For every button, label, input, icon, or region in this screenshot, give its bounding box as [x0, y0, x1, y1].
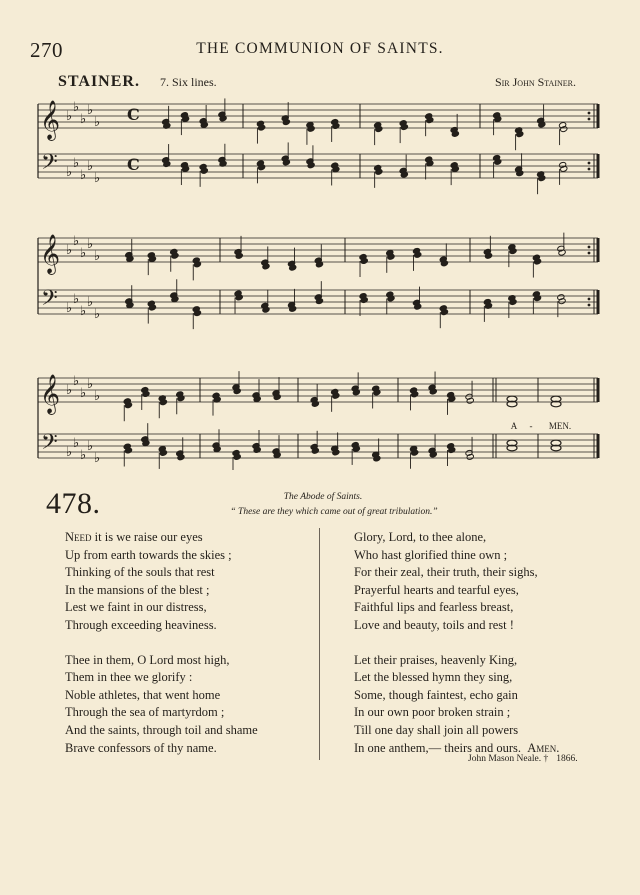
- verse-line: Thinking of the souls that rest: [65, 565, 215, 580]
- verse-line: Thee in them, O Lord most high,: [65, 652, 230, 667]
- column-divider: [319, 528, 320, 760]
- treble-staff: [38, 371, 598, 421]
- flat-icon: ♭: [87, 237, 94, 252]
- flat-icon: ♭: [73, 100, 80, 115]
- stanza: [354, 652, 559, 758]
- page-number: 270: [30, 38, 63, 62]
- verse-line: Brave confessors of thy name.: [65, 740, 217, 755]
- repeat-dot: [588, 118, 591, 121]
- flat-icon: ♭: [94, 307, 101, 322]
- verse-first-word: Need: [65, 530, 92, 544]
- flat-icon: ♭: [73, 292, 80, 307]
- stanza: [65, 652, 258, 758]
- repeat-dot: [588, 246, 591, 249]
- stanza: [354, 529, 559, 635]
- hymn-epigraph: [0, 507, 640, 517]
- verse-text: it is we raise our eyes: [91, 530, 203, 544]
- treble-clef-icon: 𝄞: [40, 234, 61, 274]
- note-head: [466, 397, 474, 404]
- flat-icon: ♭: [80, 386, 87, 401]
- flat-icon: ♭: [87, 377, 94, 392]
- note-head: [560, 126, 568, 133]
- repeat-dot: [588, 162, 591, 165]
- flat-icon: ♭: [94, 249, 101, 264]
- bass-clef-icon: 𝄢: [41, 150, 58, 180]
- verse-line: For their zeal, their truth, their sighs,: [354, 565, 538, 580]
- hymn-epigraph-text: “ These are they which came out of great tribulation.”: [230, 507, 438, 517]
- bass-clef-icon: 𝄢: [41, 286, 58, 316]
- verse-line: Some, though faintest, echo gain: [354, 687, 518, 702]
- repeat-dot: [588, 298, 591, 301]
- note-head: [466, 453, 474, 460]
- repeat-dot: [588, 252, 591, 255]
- amen-syllable: A: [510, 421, 518, 431]
- author-year: 1866.: [556, 754, 578, 764]
- flat-icon: ♭: [66, 109, 73, 124]
- bass-clef-icon: 𝄢: [41, 430, 58, 460]
- amen-word: Amen.: [527, 740, 560, 755]
- flat-icon: ♭: [94, 171, 101, 186]
- verse-line: [65, 529, 258, 547]
- verse-text: In one anthem,— theirs and ours.: [354, 740, 521, 755]
- composer: Sir John Stainer.: [494, 75, 576, 89]
- treble-staff: [38, 98, 598, 150]
- bass-staff: [38, 279, 598, 329]
- verse-line: And the saints, through toil and shame: [65, 722, 258, 737]
- author-name: John Mason Neale. †: [468, 754, 549, 764]
- verse-line: Love and beauty, toils and rest !: [354, 617, 514, 632]
- verses-left-column: [65, 529, 258, 757]
- time-signature: C: [127, 105, 140, 124]
- flat-icon: ♭: [94, 451, 101, 466]
- flat-icon: ♭: [66, 165, 73, 180]
- verse-line: Lest we faint in our distress,: [65, 600, 207, 615]
- bass-staff: [38, 142, 598, 194]
- verse-line: Glory, Lord, to thee alone,: [354, 530, 487, 544]
- flat-icon: ♭: [87, 295, 94, 310]
- flat-icon: ♭: [94, 389, 101, 404]
- verse-line: Through exceeding heaviness.: [65, 617, 217, 632]
- hymn-author: [468, 754, 578, 764]
- tune-name: STAINER.: [58, 73, 140, 90]
- verse-line: Up from earth towards the skies ;: [65, 547, 232, 562]
- flat-icon: ♭: [73, 374, 80, 389]
- music-system: [38, 233, 598, 330]
- verse-line: Till one day shall join all powers: [354, 722, 519, 737]
- flat-icon: ♭: [66, 243, 73, 258]
- flat-icon: ♭: [73, 156, 80, 171]
- verses-right-column: [354, 529, 559, 757]
- verse-line: Let the blessed hymn they sing,: [354, 670, 513, 685]
- flat-icon: ♭: [80, 246, 87, 261]
- verse-line: Faithful lips and fearless breast,: [354, 600, 514, 615]
- verse-line: Them in thee we glorify :: [65, 670, 193, 685]
- treble-clef-icon: 𝄞: [40, 374, 61, 414]
- verse-line: Let their praises, heavenly King,: [354, 652, 518, 667]
- tune-meter: 7. Six lines.: [160, 75, 217, 89]
- flat-icon: ♭: [80, 168, 87, 183]
- running-head: THE COMMUNION OF SAINTS.: [196, 40, 444, 57]
- amen-syllable: MEN.: [548, 421, 572, 431]
- flat-icon: ♭: [87, 103, 94, 118]
- flat-icon: ♭: [73, 234, 80, 249]
- hymn-title: [0, 492, 640, 502]
- hymn-title-text: The Abode of Saints.: [283, 492, 363, 502]
- verse-line: Who hast glorified thine own ;: [354, 547, 508, 562]
- amen-syllable: -: [529, 421, 533, 431]
- time-signature: C: [127, 155, 140, 174]
- flat-icon: ♭: [94, 115, 101, 130]
- flat-icon: ♭: [80, 112, 87, 127]
- flat-icon: ♭: [66, 383, 73, 398]
- music-system: [38, 98, 598, 194]
- flat-icon: ♭: [80, 448, 87, 463]
- flat-icon: ♭: [66, 445, 73, 460]
- flat-icon: ♭: [87, 159, 94, 174]
- treble-staff: [38, 233, 598, 281]
- note-head: [558, 298, 566, 305]
- verse-line: Prayerful hearts and tearful eyes,: [354, 582, 519, 597]
- repeat-dot: [588, 112, 591, 115]
- verse-line: Noble athletes, that went home: [65, 687, 221, 702]
- flat-icon: ♭: [73, 436, 80, 451]
- stanza: [65, 529, 258, 635]
- flat-icon: ♭: [80, 304, 87, 319]
- repeat-dot: [588, 304, 591, 307]
- verse-line: In our own poor broken strain ;: [354, 705, 511, 720]
- note-head: [560, 165, 568, 172]
- verse-line: Through the sea of martyrdom ;: [65, 705, 225, 720]
- verse-line: In the mansions of the blest ;: [65, 582, 210, 597]
- flat-icon: ♭: [87, 439, 94, 454]
- hymn-number: 478.: [46, 487, 101, 520]
- treble-clef-icon: 𝄞: [40, 100, 61, 140]
- repeat-dot: [588, 168, 591, 171]
- flat-icon: ♭: [66, 301, 73, 316]
